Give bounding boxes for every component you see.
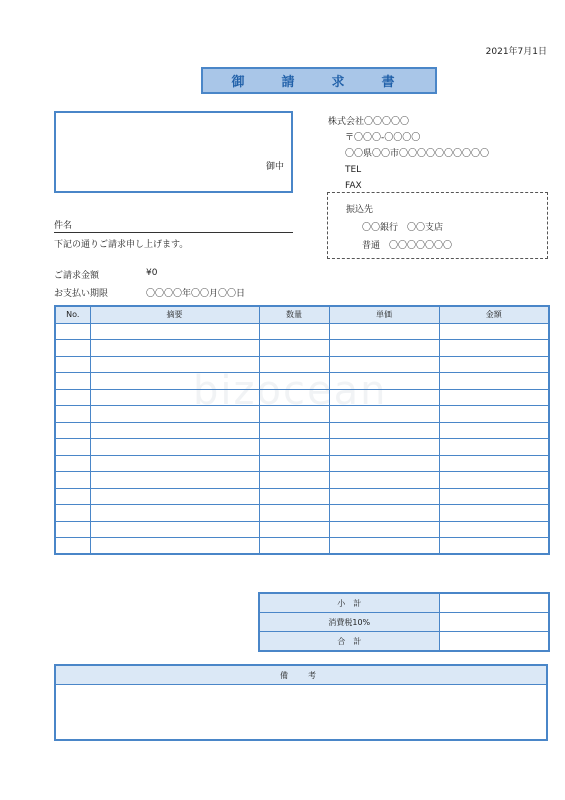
table-cell[interactable]: [259, 488, 329, 505]
table-cell[interactable]: [90, 389, 259, 406]
table-row: [55, 356, 549, 373]
table-row: [55, 422, 549, 439]
table-cell[interactable]: [329, 389, 439, 406]
table-cell[interactable]: [329, 521, 439, 538]
total-value[interactable]: [439, 632, 549, 652]
table-row: [55, 488, 549, 505]
table-cell[interactable]: [90, 340, 259, 357]
remarks-label: 備 考: [56, 666, 546, 685]
subtotal-value[interactable]: [439, 593, 549, 613]
company-fax: FAX: [345, 181, 362, 191]
bank-label: 振込先: [346, 205, 374, 215]
table-cell[interactable]: [329, 455, 439, 472]
tax-label: 消費税10%: [259, 613, 439, 632]
total-label: 合 計: [259, 632, 439, 652]
table-cell[interactable]: [90, 505, 259, 522]
table-cell[interactable]: [55, 323, 90, 340]
table-row: [55, 521, 549, 538]
table-cell[interactable]: [439, 505, 549, 522]
table-cell[interactable]: [55, 538, 90, 555]
table-cell[interactable]: [55, 406, 90, 423]
bank-account: 普通 〇〇〇〇〇〇〇: [362, 241, 453, 251]
table-cell[interactable]: [259, 439, 329, 456]
company-info: [328, 114, 489, 194]
table-cell[interactable]: [439, 340, 549, 357]
table-cell[interactable]: [55, 439, 90, 456]
table-cell[interactable]: [55, 422, 90, 439]
table-cell[interactable]: [329, 406, 439, 423]
table-row: [55, 439, 549, 456]
table-cell[interactable]: [259, 406, 329, 423]
table-row: [55, 323, 549, 340]
table-cell[interactable]: [329, 323, 439, 340]
table-cell[interactable]: [439, 488, 549, 505]
table-cell[interactable]: [259, 455, 329, 472]
totals-table: [258, 592, 550, 652]
table-cell[interactable]: [329, 488, 439, 505]
table-cell[interactable]: [55, 521, 90, 538]
amount-label: ご請求金額: [54, 271, 100, 281]
table-row: [55, 340, 549, 357]
table-cell[interactable]: [55, 472, 90, 489]
watermark: bizocean: [193, 368, 388, 414]
table-cell[interactable]: [259, 340, 329, 357]
table-row: [55, 505, 549, 522]
table-row: [55, 455, 549, 472]
table-cell[interactable]: [329, 439, 439, 456]
table-cell[interactable]: [259, 356, 329, 373]
tax-value[interactable]: [439, 613, 549, 632]
due-value: 〇〇〇〇年〇〇月〇〇日: [146, 289, 246, 299]
table-cell[interactable]: [90, 406, 259, 423]
table-cell[interactable]: [90, 356, 259, 373]
items-table: [54, 305, 550, 555]
header-amount: 金額: [439, 306, 549, 323]
header-quantity: 数量: [259, 306, 329, 323]
table-cell[interactable]: [90, 472, 259, 489]
table-cell[interactable]: [259, 505, 329, 522]
table-cell[interactable]: [90, 455, 259, 472]
table-cell[interactable]: [329, 373, 439, 390]
table-cell[interactable]: [259, 472, 329, 489]
subject-label: 件名: [54, 221, 73, 231]
bank-branch: 〇〇銀行 〇〇支店: [362, 223, 444, 233]
table-cell[interactable]: [329, 505, 439, 522]
table-cell[interactable]: [90, 323, 259, 340]
table-cell[interactable]: [439, 389, 549, 406]
subject-underline: [54, 232, 293, 233]
document-title: 御 請 求 書: [201, 67, 437, 94]
table-cell[interactable]: [55, 356, 90, 373]
table-row: [55, 373, 549, 390]
table-cell[interactable]: [55, 389, 90, 406]
bank-info-box: [327, 192, 548, 259]
table-cell[interactable]: [439, 406, 549, 423]
table-cell[interactable]: [329, 340, 439, 357]
table-cell[interactable]: [439, 472, 549, 489]
table-cell[interactable]: [329, 538, 439, 555]
recipient-suffix: 御中: [266, 162, 285, 172]
table-cell[interactable]: [55, 488, 90, 505]
recipient-box[interactable]: [54, 111, 293, 193]
table-cell[interactable]: [90, 439, 259, 456]
header-no: No.: [55, 306, 90, 323]
table-cell[interactable]: [439, 439, 549, 456]
table-cell[interactable]: [55, 340, 90, 357]
table-cell[interactable]: [55, 455, 90, 472]
table-cell[interactable]: [259, 323, 329, 340]
table-cell[interactable]: [439, 323, 549, 340]
issue-date: 2021年7月1日: [485, 47, 547, 57]
subtotal-label: 小 計: [259, 593, 439, 613]
table-cell[interactable]: [439, 538, 549, 555]
table-row: [55, 389, 549, 406]
table-cell[interactable]: [329, 356, 439, 373]
table-cell[interactable]: [90, 521, 259, 538]
table-cell[interactable]: [329, 422, 439, 439]
table-cell[interactable]: [439, 373, 549, 390]
table-cell[interactable]: [259, 538, 329, 555]
company-name: 株式会社〇〇〇〇〇: [328, 117, 410, 127]
table-cell[interactable]: [55, 373, 90, 390]
request-message: 下記の通りご請求申し上げます。: [54, 240, 189, 250]
table-cell[interactable]: [439, 422, 549, 439]
table-row: [55, 538, 549, 555]
due-label: お支払い期限: [54, 289, 109, 299]
table-row: [55, 406, 549, 423]
header-unit-price: 単価: [329, 306, 439, 323]
table-cell[interactable]: [90, 488, 259, 505]
table-cell[interactable]: [259, 521, 329, 538]
table-row: [55, 472, 549, 489]
table-cell[interactable]: [259, 373, 329, 390]
header-description: 摘要: [90, 306, 259, 323]
table-cell[interactable]: [439, 455, 549, 472]
remarks-box[interactable]: [54, 664, 548, 741]
company-postal: 〒〇〇〇-〇〇〇〇: [345, 133, 421, 143]
table-cell[interactable]: [439, 521, 549, 538]
table-cell[interactable]: [55, 505, 90, 522]
table-cell[interactable]: [259, 389, 329, 406]
table-cell[interactable]: [259, 422, 329, 439]
amount-value: ¥0: [146, 268, 158, 278]
company-address: 〇〇県〇〇市〇〇〇〇〇〇〇〇〇〇: [345, 149, 490, 159]
table-cell[interactable]: [90, 422, 259, 439]
table-cell[interactable]: [439, 356, 549, 373]
company-tel: TEL: [345, 165, 362, 175]
table-cell[interactable]: [90, 373, 259, 390]
table-cell[interactable]: [90, 538, 259, 555]
table-cell[interactable]: [329, 472, 439, 489]
